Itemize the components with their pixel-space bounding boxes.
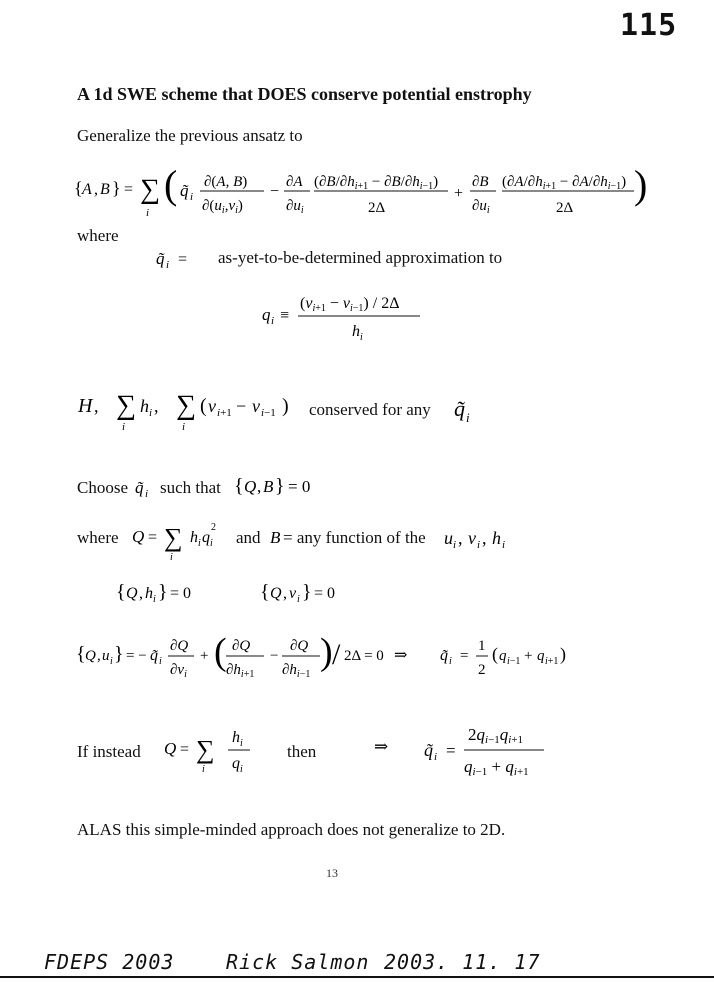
svg-text:⇒: ⇒ — [374, 737, 389, 756]
svg-text:): ) — [320, 631, 333, 673]
svg-text:−: − — [270, 183, 280, 200]
svg-text:i: i — [271, 315, 275, 327]
then-text: then — [287, 742, 317, 761]
svg-text:,: , — [154, 396, 159, 416]
svg-text:i: i — [170, 552, 173, 563]
svg-text:i: i — [145, 488, 149, 500]
svg-text:q̃: q̃ — [180, 181, 189, 200]
svg-text:{: { — [116, 581, 126, 603]
svg-text:∂Q: ∂Q — [232, 638, 251, 654]
svg-text:∑: ∑ — [140, 174, 160, 205]
svg-text:,: , — [283, 585, 287, 602]
svg-text:{: { — [76, 643, 86, 665]
svg-text:≡: ≡ — [280, 307, 290, 324]
and-text: and — [236, 528, 261, 547]
svg-text:+: + — [454, 185, 464, 202]
svg-text:∂ui: $\partial u_i$ — [286, 198, 304, 216]
conserved-quantities — [76, 384, 306, 434]
svg-text:,: , — [257, 477, 262, 496]
svg-text:=: = — [124, 181, 134, 198]
svg-text:∂B: ∂B — [472, 174, 489, 190]
conserved-text: conserved for any — [309, 400, 431, 419]
svg-text:i: i — [202, 764, 205, 775]
svg-text:∂(ui,vi): $\partial(u_i,v_i)$ — [202, 198, 243, 216]
svg-text:}: } — [112, 178, 121, 198]
svg-text:A: A — [82, 181, 92, 198]
svg-text:(: ( — [200, 395, 207, 417]
svg-text:∑: ∑ — [164, 523, 183, 552]
svg-text:i: i — [166, 259, 170, 271]
svg-text:∂vi: $\partial v_i$ — [170, 662, 187, 680]
svg-text:=: = — [460, 648, 469, 664]
q-b-bracket-zero — [234, 472, 354, 502]
svg-text:u: u — [102, 648, 110, 664]
slide-number: 13 — [326, 866, 338, 880]
svg-text:i−1: i−1 — [261, 407, 276, 419]
qi-definition-equation — [262, 288, 432, 350]
qtilde-any-symbol — [454, 392, 494, 428]
svg-text:}: } — [275, 475, 285, 497]
svg-text:∑: ∑ — [116, 390, 136, 421]
svg-text:= 0: = 0 — [170, 585, 192, 602]
svg-text:i: i — [360, 332, 363, 343]
svg-text:q̃: q̃ — [424, 740, 433, 760]
svg-text:(vi+1 − vi−1) / 2Δ: (vi+1 − vi−1) / 2Δ — [300, 295, 400, 314]
svg-text:Q: Q — [164, 739, 177, 758]
q-h-bracket — [116, 578, 216, 608]
svg-text:,: , — [94, 396, 99, 416]
svg-text:q̃: q̃ — [156, 249, 165, 268]
svg-text:Q: Q — [244, 477, 257, 496]
svg-text:=: = — [178, 251, 188, 268]
svg-text:B: B — [270, 528, 281, 547]
svg-text:i: i — [434, 751, 438, 763]
svg-text:+: + — [524, 648, 533, 664]
svg-text:2: 2 — [478, 662, 486, 678]
svg-text:i: i — [240, 764, 243, 775]
svg-text:2Δ = 0: 2Δ = 0 — [344, 648, 384, 664]
q-alternative-definition — [164, 722, 264, 782]
qtilde-harmonic-result — [374, 720, 554, 784]
svg-text:i: i — [453, 539, 457, 551]
svg-text:Q: Q — [85, 648, 96, 664]
svg-text:,: , — [97, 648, 101, 664]
svg-text:i: i — [153, 594, 156, 605]
svg-text:): ) — [282, 395, 289, 417]
svg-text:q: q — [232, 755, 240, 772]
svg-text:∂Q: ∂Q — [170, 638, 189, 654]
svg-text:= −: = − — [126, 648, 147, 664]
svg-text:i: i — [240, 738, 243, 749]
svg-text:= 0: = 0 — [314, 585, 336, 602]
svg-text:i: i — [146, 207, 150, 219]
svg-text:{: { — [234, 475, 244, 497]
svg-text:u: u — [444, 528, 453, 548]
svg-text:v: v — [468, 528, 476, 548]
svg-text:i: i — [190, 191, 194, 203]
svg-text:,: , — [458, 528, 463, 548]
svg-text:i: i — [182, 421, 186, 433]
svg-text:q̃: q̃ — [454, 396, 465, 421]
footer-date: 2003. 11. 17 — [384, 950, 541, 974]
q-sum-definition — [132, 516, 232, 566]
svg-text:B: B — [100, 181, 110, 198]
svg-text:=: = — [148, 529, 158, 546]
svg-text:(: ( — [164, 162, 178, 207]
svg-text:+: + — [200, 648, 209, 664]
svg-text:H: H — [78, 395, 93, 417]
footer-event: FDEPS 2003 — [44, 950, 175, 974]
svg-text:q̃: q̃ — [150, 647, 158, 664]
qtilde-definition: as-yet-to-be-determined approximation to — [218, 248, 503, 267]
choose-qtilde-symbol — [135, 476, 159, 502]
bracket-equation — [74, 160, 654, 240]
svg-text:∂Q: ∂Q — [290, 638, 309, 654]
svg-text:{: { — [260, 581, 270, 603]
svg-text:i: i — [449, 656, 452, 667]
qtilde-symbol — [156, 246, 216, 276]
svg-text:⇒: ⇒ — [394, 647, 408, 664]
svg-text:2: 2 — [211, 522, 216, 533]
svg-text:= 0: = 0 — [288, 477, 311, 496]
such-that-text: such that — [160, 478, 221, 497]
where-label: where — [77, 226, 119, 245]
svg-text:,: , — [482, 528, 487, 548]
svg-text:∑: ∑ — [196, 735, 215, 764]
svg-text:=: = — [180, 741, 190, 758]
page-title: A 1d SWE scheme that DOES conserve potential enstrophy — [77, 84, 532, 104]
svg-text:q: q — [262, 305, 271, 324]
svg-text:,: , — [139, 585, 143, 602]
any-function-text: = any function of the — [283, 528, 426, 547]
svg-text:∑: ∑ — [176, 390, 196, 421]
svg-text:i: i — [502, 539, 506, 551]
if-instead-text: If instead — [77, 742, 141, 761]
svg-text:h: h — [492, 528, 501, 548]
svg-text:Q: Q — [126, 585, 138, 602]
svg-text:): ) — [560, 644, 566, 664]
function-variables — [444, 522, 544, 552]
svg-text:}: } — [114, 643, 124, 665]
q-v-bracket — [260, 578, 360, 608]
svg-text:h: h — [190, 529, 198, 546]
svg-text:i: i — [122, 421, 126, 433]
svg-text:i+1: i+1 — [217, 407, 232, 419]
svg-text:q: q — [537, 648, 545, 664]
footer-author: Rick Salmon — [226, 950, 370, 974]
svg-text:{: { — [74, 178, 83, 198]
svg-text:,: , — [94, 181, 98, 198]
footer-rule — [0, 976, 714, 978]
svg-text:q: q — [202, 529, 210, 546]
svg-text:(∂B/∂hi+1 − ∂B/∂hi−1): $(\partial B/\partial h_i+1 - \partial B/\partial h_i-1)$ — [314, 174, 439, 192]
svg-text:∂(A, B): ∂(A, B) — [204, 174, 248, 190]
svg-text:h: h — [145, 585, 153, 602]
svg-text:h: h — [352, 323, 360, 340]
svg-text:∂ui: $\partial u_i$ — [472, 198, 490, 216]
svg-text:/: / — [332, 638, 341, 671]
choose-text: Choose — [77, 478, 128, 497]
svg-text:(∂A/∂hi+1 − ∂A/∂hi−1): $(\partial A/\partial h_i+1 - \partial A/\partial h_i-1)$ — [502, 174, 627, 192]
svg-text:}: } — [158, 581, 168, 603]
svg-text:i: i — [110, 656, 113, 667]
svg-text:−: − — [236, 396, 247, 416]
svg-text:v: v — [252, 396, 260, 416]
svg-text:q̃: q̃ — [440, 647, 448, 664]
svg-text:=: = — [446, 741, 456, 760]
intro-text: Generalize the previous ansatz to — [77, 126, 303, 145]
svg-text:): ) — [634, 162, 648, 207]
q-u-bracket-equation — [76, 628, 566, 688]
svg-text:∂hi−1: $\partial h_i-1$ — [282, 662, 311, 680]
svg-text:Q: Q — [132, 527, 145, 546]
svg-text:B: B — [263, 477, 274, 496]
svg-text:i: i — [159, 656, 162, 667]
svg-text:v: v — [208, 396, 216, 416]
svg-text:(: ( — [214, 631, 227, 673]
svg-text:i: i — [149, 407, 153, 419]
svg-text:i: i — [198, 538, 201, 549]
svg-text:∂hi+1: $\partial h_i+1$ — [226, 662, 255, 680]
svg-text:2Δ: 2Δ — [368, 200, 386, 216]
svg-text:q: q — [499, 648, 507, 664]
svg-text:2qi−1qi+1: 2qi−1qi+1 — [468, 725, 524, 746]
svg-text:h: h — [232, 729, 240, 746]
svg-text:h: h — [140, 396, 149, 416]
svg-text:q̃: q̃ — [135, 478, 144, 497]
svg-text:i: i — [477, 539, 481, 551]
svg-text:}: } — [302, 581, 312, 603]
handwritten-page-number: 115 — [620, 8, 678, 43]
svg-text:−: − — [270, 648, 279, 664]
svg-text:(: ( — [492, 644, 498, 664]
svg-text:qi−1 + qi+1: qi−1 + qi+1 — [464, 757, 529, 778]
svg-text:v: v — [289, 585, 297, 602]
svg-text:i+1: i+1 — [545, 656, 559, 667]
svg-text:i: i — [210, 538, 213, 549]
svg-text:i−1: i−1 — [507, 656, 521, 667]
svg-text:i: i — [297, 594, 300, 605]
alas-text: ALAS this simple-minded approach does not generalize to 2D. — [77, 820, 506, 839]
svg-text:i: i — [466, 410, 470, 425]
where-q-label: where — [77, 528, 119, 547]
svg-text:2Δ: 2Δ — [556, 200, 574, 216]
svg-text:Q: Q — [270, 585, 282, 602]
svg-text:∂A: ∂A — [286, 174, 303, 190]
svg-text:1: 1 — [478, 638, 486, 654]
